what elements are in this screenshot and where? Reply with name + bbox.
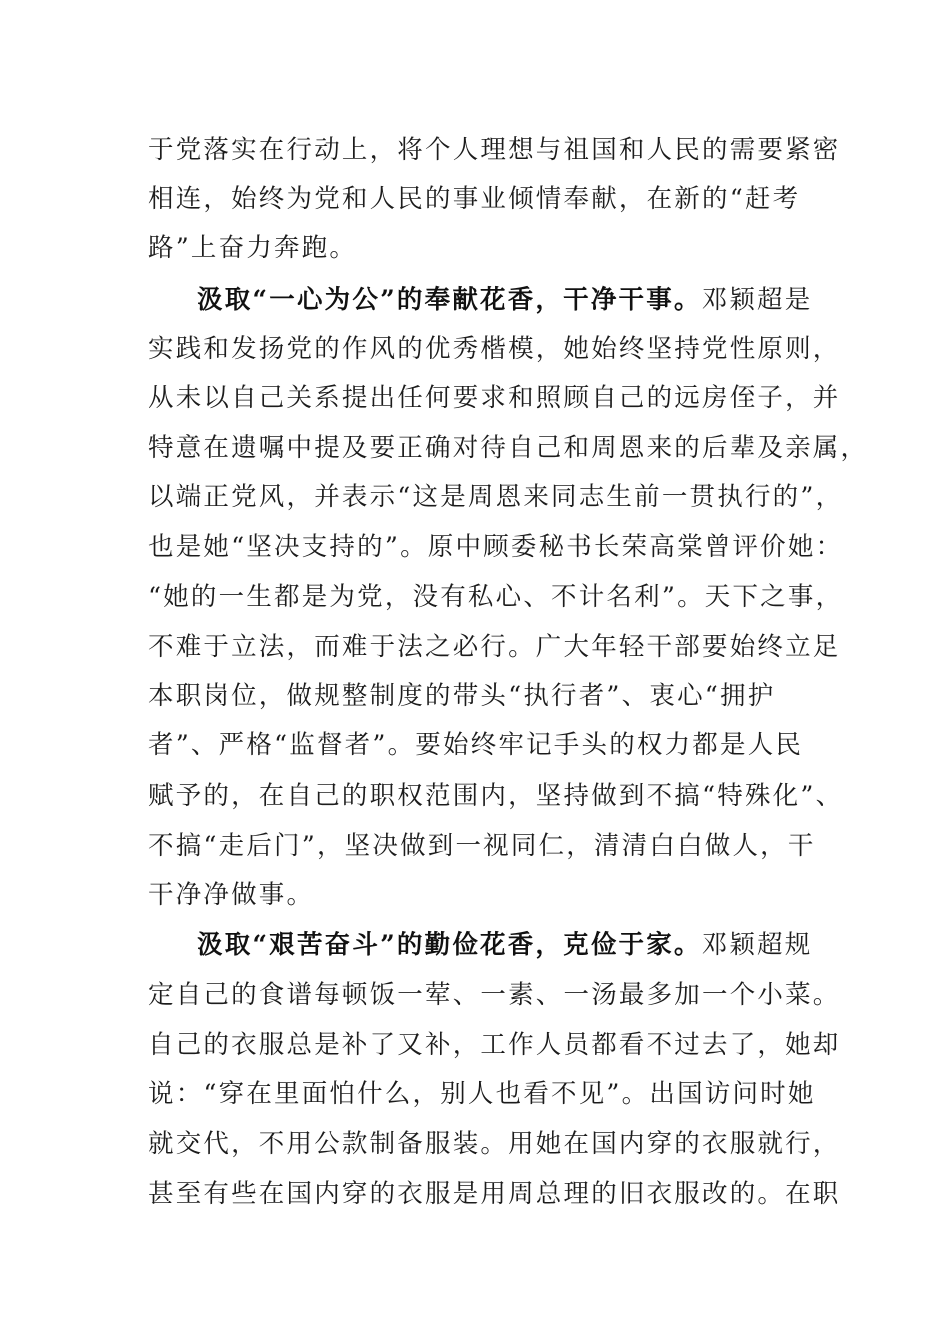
text-line: 定自己的食谱每顿饭一荤、一素、一汤最多加一个小菜。: [148, 980, 841, 1010]
text-line: 说：“穿在里面怕什么，别人也看不见”。出国访问时她: [148, 1079, 816, 1109]
text-line: 实践和发扬党的作风的优秀楷模，她始终坚持党性原则，: [148, 334, 841, 364]
section-lead-line: 汲取“一心为公”的奉献花香，干净干事。邓颖超是: [197, 285, 813, 315]
text-line: 不难于立法，而难于法之必行。广大年轻干部要始终立足: [148, 632, 841, 662]
text-line: 不搞“走后门”，坚决做到一视同仁，清清白白做人，干: [148, 831, 816, 861]
text-line: 相连，始终为党和人民的事业倾情奉献，在新的“赶考: [148, 184, 801, 214]
text-line: 本职岗位，做规整制度的带头“执行者”、衷心“拥护: [148, 681, 776, 711]
section-heading: 汲取“艰苦奋斗”的勤俭花香，克俭于家。: [197, 930, 702, 960]
text-line: 于党落实在行动上，将个人理想与祖国和人民的需要紧密: [148, 135, 841, 165]
text-line: 从未以自己关系提出任何要求和照顾自己的远房侄子，并: [148, 383, 841, 413]
text-line: 也是她“坚决支持的”。原中顾委秘书长荣高棠曾评价她：: [148, 532, 844, 562]
text-line: 自己的衣服总是补了又补，工作人员都看不过去了，她却: [148, 1030, 841, 1060]
text-line: 甚至有些在国内穿的衣服是用周总理的旧衣服改的。在职: [148, 1179, 841, 1209]
text-line: 赋予的，在自己的职权范围内，坚持做到不搞“特殊化”、: [148, 781, 844, 811]
section-heading: 汲取“一心为公”的奉献花香，干净干事。: [197, 285, 702, 315]
text-line: 特意在遗嘱中提及要正确对待自己和周恩来的后辈及亲属，: [148, 433, 869, 463]
text-line: “她的一生都是为党，没有私心、不计名利”。天下之事，: [148, 582, 844, 612]
text-line: 路”上奋力奔跑。: [148, 233, 358, 263]
text-line: 者”、严格“监督者”。要始终牢记手头的权力都是人民: [148, 730, 804, 760]
text-line: 就交代，不用公款制备服装。用她在国内穿的衣服就行，: [148, 1129, 841, 1159]
text-line: 以端正党风，并表示“这是周恩来同志生前一贯执行的”，: [148, 482, 844, 512]
section-lead-line: 汲取“艰苦奋斗”的勤俭花香，克俭于家。邓颖超规: [197, 930, 813, 960]
text-line: 干净净做事。: [148, 880, 315, 910]
